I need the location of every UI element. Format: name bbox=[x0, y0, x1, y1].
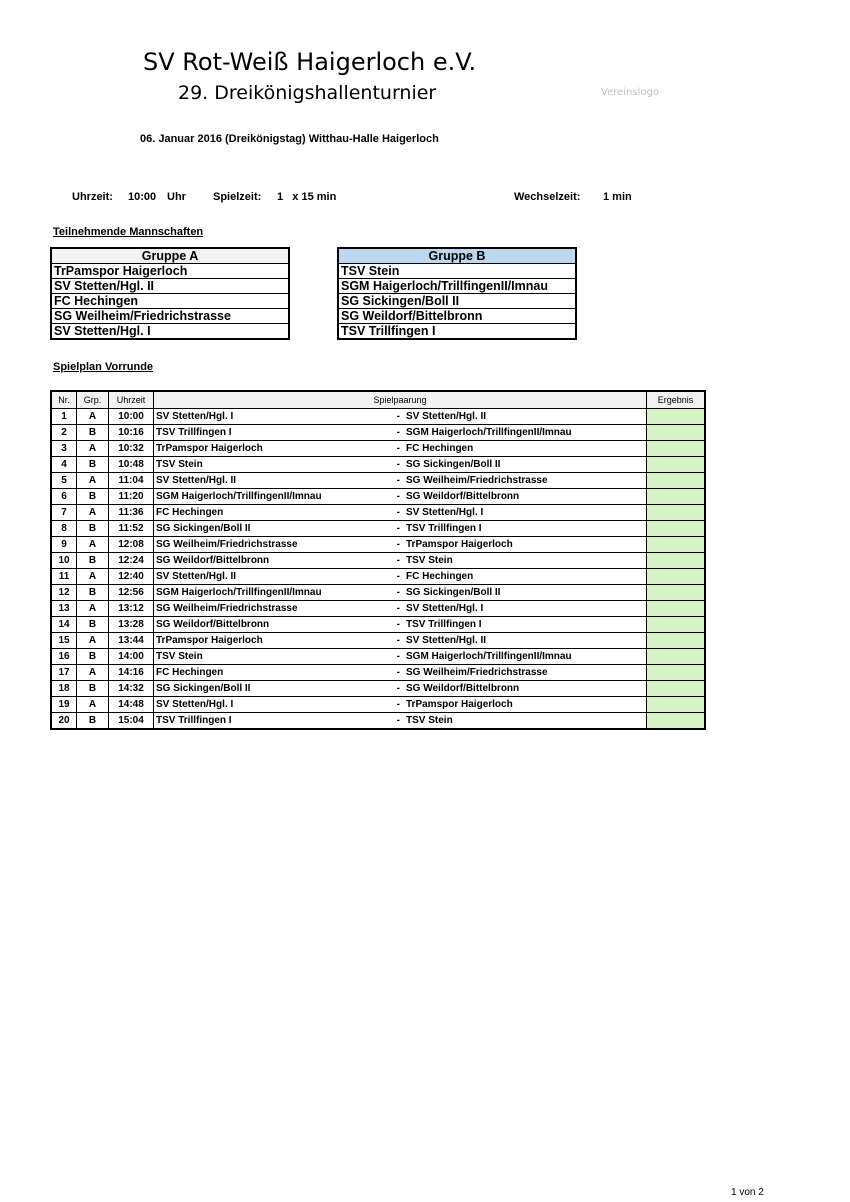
home-team: FC Hechingen bbox=[156, 667, 224, 678]
match-group: A bbox=[77, 537, 109, 553]
match-group: B bbox=[77, 585, 109, 601]
match-time: 10:32 bbox=[109, 441, 154, 457]
pairing-separator: - bbox=[396, 475, 400, 486]
table-row bbox=[51, 505, 705, 521]
away-team: SV Stetten/Hgl. I bbox=[406, 603, 484, 614]
match-number: 17 bbox=[51, 665, 77, 681]
group-a-team: SV Stetten/Hgl. II bbox=[51, 279, 289, 294]
table-row bbox=[51, 441, 705, 457]
col-header-time: Uhrzeit bbox=[109, 391, 154, 409]
page-number: 1 von 2 bbox=[731, 1187, 764, 1198]
match-pairing bbox=[154, 553, 647, 569]
match-group: A bbox=[77, 665, 109, 681]
pairing-separator: - bbox=[396, 667, 400, 678]
group-a-team: FC Hechingen bbox=[51, 294, 289, 309]
match-number: 3 bbox=[51, 441, 77, 457]
match-time: 12:40 bbox=[109, 569, 154, 585]
away-team: TSV Trillfingen I bbox=[406, 523, 482, 534]
match-time: 10:00 bbox=[109, 409, 154, 425]
away-team: TrPamspor Haigerloch bbox=[406, 699, 513, 710]
match-number: 4 bbox=[51, 457, 77, 473]
match-number: 10 bbox=[51, 553, 77, 569]
result-cell[interactable] bbox=[647, 473, 706, 489]
away-team: SG Weilheim/Friedrichstrasse bbox=[406, 475, 548, 486]
home-team: SGM Haigerloch/TrillfingenII/Imnau bbox=[156, 587, 322, 598]
match-pairing bbox=[154, 457, 647, 473]
home-team: SG Weildorf/Bittelbronn bbox=[156, 619, 270, 630]
match-time: 11:36 bbox=[109, 505, 154, 521]
match-pairing bbox=[154, 537, 647, 553]
col-header-nr: Nr. bbox=[51, 391, 77, 409]
pairing-separator: - bbox=[396, 715, 400, 726]
home-team: TrPamspor Haigerloch bbox=[156, 443, 263, 454]
pairing-separator: - bbox=[396, 411, 400, 422]
match-group: B bbox=[77, 457, 109, 473]
uhrzeit-value: 10:00 bbox=[128, 191, 157, 203]
match-time: 10:16 bbox=[109, 425, 154, 441]
result-cell[interactable] bbox=[647, 569, 706, 585]
pairing-separator: - bbox=[396, 555, 400, 566]
home-team: SG Sickingen/Boll II bbox=[156, 683, 251, 694]
table-row bbox=[51, 425, 705, 441]
pairing-separator: - bbox=[396, 635, 400, 646]
match-pairing bbox=[154, 409, 647, 425]
home-team: TSV Stein bbox=[156, 459, 203, 470]
away-team: TrPamspor Haigerloch bbox=[406, 539, 513, 550]
home-team: TrPamspor Haigerloch bbox=[156, 635, 263, 646]
match-number: 11 bbox=[51, 569, 77, 585]
col-header-pairing: Spielpaarung bbox=[154, 391, 647, 409]
match-time: 13:28 bbox=[109, 617, 154, 633]
match-number: 9 bbox=[51, 537, 77, 553]
date-line: 06. Januar 2016 (Dreikönigstag) Witthau-Halle Haigerloch bbox=[140, 133, 439, 145]
match-time: 14:48 bbox=[109, 697, 154, 713]
group-a-team: TrPamspor Haigerloch bbox=[51, 264, 289, 279]
result-cell[interactable] bbox=[647, 649, 706, 665]
group-a-table bbox=[50, 247, 290, 340]
pairing-separator: - bbox=[396, 619, 400, 630]
away-team: SG Sickingen/Boll II bbox=[406, 587, 501, 598]
match-group: B bbox=[77, 425, 109, 441]
spielzeit-label: Spielzeit: bbox=[213, 191, 262, 203]
pairing-separator: - bbox=[396, 539, 400, 550]
table-row bbox=[51, 585, 705, 601]
away-team: SG Weildorf/Bittelbronn bbox=[406, 491, 520, 502]
match-number: 12 bbox=[51, 585, 77, 601]
match-group: A bbox=[77, 633, 109, 649]
match-time: 10:48 bbox=[109, 457, 154, 473]
pairing-separator: - bbox=[396, 491, 400, 502]
match-pairing bbox=[154, 425, 647, 441]
match-time: 15:04 bbox=[109, 713, 154, 730]
result-cell[interactable] bbox=[647, 537, 706, 553]
away-team: TSV Stein bbox=[406, 555, 453, 566]
result-cell[interactable] bbox=[647, 409, 706, 425]
match-time: 12:08 bbox=[109, 537, 154, 553]
home-team: SG Weilheim/Friedrichstrasse bbox=[156, 603, 298, 614]
schedule-section-heading: Spielplan Vorrunde bbox=[53, 361, 154, 373]
group-a-team: SV Stetten/Hgl. I bbox=[51, 324, 289, 340]
home-team: FC Hechingen bbox=[156, 507, 224, 518]
match-pairing bbox=[154, 681, 647, 697]
result-cell[interactable] bbox=[647, 713, 706, 730]
table-row bbox=[51, 697, 705, 713]
pairing-separator: - bbox=[396, 571, 400, 582]
table-row bbox=[51, 633, 705, 649]
pairing-separator: - bbox=[396, 587, 400, 598]
table-row bbox=[51, 569, 705, 585]
match-pairing bbox=[154, 633, 647, 649]
away-team: SV Stetten/Hgl. I bbox=[406, 507, 484, 518]
match-pairing bbox=[154, 585, 647, 601]
away-team: TSV Trillfingen I bbox=[406, 619, 482, 630]
home-team: SV Stetten/Hgl. I bbox=[156, 699, 234, 710]
pairing-separator: - bbox=[396, 459, 400, 470]
match-number: 2 bbox=[51, 425, 77, 441]
match-number: 7 bbox=[51, 505, 77, 521]
match-time: 14:00 bbox=[109, 649, 154, 665]
away-team: SGM Haigerloch/TrillfingenII/Imnau bbox=[406, 651, 572, 662]
pairing-separator: - bbox=[396, 443, 400, 454]
group-b-team: SG Weildorf/Bittelbronn bbox=[338, 309, 576, 324]
result-cell[interactable] bbox=[647, 697, 706, 713]
match-group: A bbox=[77, 697, 109, 713]
match-group: B bbox=[77, 713, 109, 730]
match-pairing bbox=[154, 521, 647, 537]
group-b-team: SG Sickingen/Boll II bbox=[338, 294, 576, 309]
match-number: 15 bbox=[51, 633, 77, 649]
match-pairing bbox=[154, 489, 647, 505]
match-pairing bbox=[154, 697, 647, 713]
group-b-title: Gruppe B bbox=[338, 248, 576, 264]
pairing-separator: - bbox=[396, 507, 400, 518]
match-group: B bbox=[77, 649, 109, 665]
pairing-separator: - bbox=[396, 523, 400, 534]
home-team: TSV Trillfingen I bbox=[156, 427, 232, 438]
match-pairing bbox=[154, 601, 647, 617]
home-team: SG Weilheim/Friedrichstrasse bbox=[156, 539, 298, 550]
pairing-separator: - bbox=[396, 603, 400, 614]
away-team: FC Hechingen bbox=[406, 571, 474, 582]
result-cell[interactable] bbox=[647, 521, 706, 537]
match-time: 12:24 bbox=[109, 553, 154, 569]
match-pairing bbox=[154, 665, 647, 681]
match-group: A bbox=[77, 409, 109, 425]
match-time: 14:16 bbox=[109, 665, 154, 681]
match-time: 11:52 bbox=[109, 521, 154, 537]
match-pairing bbox=[154, 617, 647, 633]
home-team: SV Stetten/Hgl. II bbox=[156, 475, 237, 486]
table-row bbox=[51, 681, 705, 697]
match-time: 14:32 bbox=[109, 681, 154, 697]
match-group: B bbox=[77, 521, 109, 537]
col-header-grp: Grp. bbox=[77, 391, 109, 409]
match-group: B bbox=[77, 617, 109, 633]
home-team: SV Stetten/Hgl. I bbox=[156, 411, 234, 422]
match-time: 12:56 bbox=[109, 585, 154, 601]
home-team: SGM Haigerloch/TrillfingenII/Imnau bbox=[156, 491, 322, 502]
uhrzeit-unit: Uhr bbox=[167, 191, 186, 203]
home-team: SG Weildorf/Bittelbronn bbox=[156, 555, 270, 566]
group-b-team: TSV Trillfingen I bbox=[338, 324, 576, 340]
table-row bbox=[51, 665, 705, 681]
result-cell[interactable] bbox=[647, 489, 706, 505]
result-cell[interactable] bbox=[647, 505, 706, 521]
away-team: FC Hechingen bbox=[406, 443, 474, 454]
result-cell[interactable] bbox=[647, 553, 706, 569]
home-team: SG Sickingen/Boll II bbox=[156, 523, 251, 534]
tournament-title: 29. Dreikönigshallenturnier bbox=[178, 82, 437, 104]
match-number: 20 bbox=[51, 713, 77, 730]
match-number: 1 bbox=[51, 409, 77, 425]
logo-placeholder: Vereinslogo bbox=[601, 87, 659, 98]
group-a-team: SG Weilheim/Friedrichstrasse bbox=[51, 309, 289, 324]
away-team: TSV Stein bbox=[406, 715, 453, 726]
home-team: TSV Trillfingen I bbox=[156, 715, 232, 726]
away-team: SG Weildorf/Bittelbronn bbox=[406, 683, 520, 694]
match-pairing bbox=[154, 649, 647, 665]
table-row bbox=[51, 617, 705, 633]
result-cell[interactable] bbox=[647, 665, 706, 681]
match-group: A bbox=[77, 601, 109, 617]
result-cell[interactable] bbox=[647, 457, 706, 473]
match-group: B bbox=[77, 489, 109, 505]
result-cell[interactable] bbox=[647, 425, 706, 441]
match-number: 13 bbox=[51, 601, 77, 617]
match-number: 19 bbox=[51, 697, 77, 713]
match-number: 16 bbox=[51, 649, 77, 665]
result-cell[interactable] bbox=[647, 585, 706, 601]
wechselzeit-value: 1 min bbox=[603, 191, 632, 203]
wechselzeit-label: Wechselzeit: bbox=[514, 191, 581, 203]
away-team: SG Sickingen/Boll II bbox=[406, 459, 501, 470]
table-row bbox=[51, 521, 705, 537]
teams-section-heading: Teilnehmende Mannschaften bbox=[53, 226, 204, 238]
away-team: SG Weilheim/Friedrichstrasse bbox=[406, 667, 548, 678]
schedule-table bbox=[50, 390, 706, 730]
away-team: SV Stetten/Hgl. II bbox=[406, 635, 487, 646]
match-pairing bbox=[154, 713, 647, 730]
club-title: SV Rot-Weiß Haigerloch e.V. bbox=[143, 48, 477, 76]
away-team: SV Stetten/Hgl. II bbox=[406, 411, 487, 422]
pairing-separator: - bbox=[396, 683, 400, 694]
result-cell[interactable] bbox=[647, 617, 706, 633]
result-cell[interactable] bbox=[647, 441, 706, 457]
table-row bbox=[51, 649, 705, 665]
group-a-title: Gruppe A bbox=[51, 248, 289, 264]
result-cell[interactable] bbox=[647, 633, 706, 649]
table-row bbox=[51, 409, 705, 425]
col-header-result: Ergebnis bbox=[647, 391, 706, 409]
spielzeit-value: 1 x 15 min bbox=[277, 191, 337, 203]
match-number: 14 bbox=[51, 617, 77, 633]
pairing-separator: - bbox=[396, 699, 400, 710]
result-cell[interactable] bbox=[647, 681, 706, 697]
table-row bbox=[51, 489, 705, 505]
match-time: 11:20 bbox=[109, 489, 154, 505]
table-row bbox=[51, 537, 705, 553]
group-b-team: SGM Haigerloch/TrillfingenII/Imnau bbox=[338, 279, 576, 294]
match-pairing bbox=[154, 441, 647, 457]
match-time: 13:44 bbox=[109, 633, 154, 649]
table-row bbox=[51, 473, 705, 489]
group-b-team: TSV Stein bbox=[338, 264, 576, 279]
match-time: 13:12 bbox=[109, 601, 154, 617]
match-group: B bbox=[77, 681, 109, 697]
match-group: A bbox=[77, 569, 109, 585]
away-team: SGM Haigerloch/TrillfingenII/Imnau bbox=[406, 427, 572, 438]
match-number: 18 bbox=[51, 681, 77, 697]
result-cell[interactable] bbox=[647, 601, 706, 617]
match-number: 5 bbox=[51, 473, 77, 489]
match-pairing bbox=[154, 505, 647, 521]
match-group: A bbox=[77, 473, 109, 489]
table-row bbox=[51, 553, 705, 569]
table-row bbox=[51, 713, 705, 730]
match-number: 8 bbox=[51, 521, 77, 537]
match-number: 6 bbox=[51, 489, 77, 505]
match-group: A bbox=[77, 441, 109, 457]
match-group: B bbox=[77, 553, 109, 569]
home-team: TSV Stein bbox=[156, 651, 203, 662]
match-pairing bbox=[154, 473, 647, 489]
match-group: A bbox=[77, 505, 109, 521]
pairing-separator: - bbox=[396, 427, 400, 438]
home-team: SV Stetten/Hgl. II bbox=[156, 571, 237, 582]
match-pairing bbox=[154, 569, 647, 585]
pairing-separator: - bbox=[396, 651, 400, 662]
group-b-table bbox=[337, 247, 577, 340]
table-row bbox=[51, 457, 705, 473]
match-time: 11:04 bbox=[109, 473, 154, 489]
uhrzeit-label: Uhrzeit: bbox=[72, 191, 113, 203]
table-row bbox=[51, 601, 705, 617]
